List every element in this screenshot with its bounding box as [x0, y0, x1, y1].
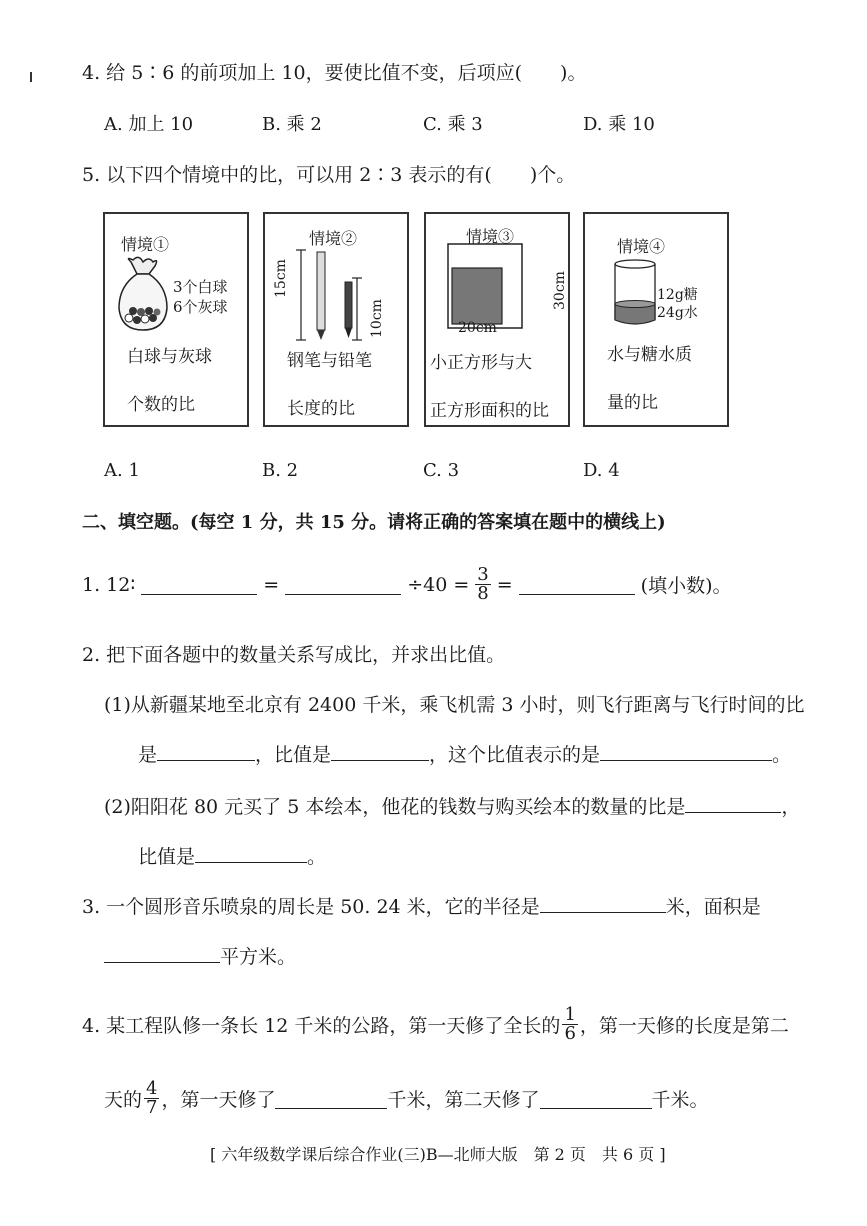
scenario-4-caption-2: 量的比	[607, 393, 658, 413]
fill-3-line-2	[104, 942, 296, 969]
fraction-4-7	[144, 1080, 159, 1117]
page-footer: [ 六年级数学课后综合作业(三)B—北师大版 第 2 页 共 6 页 ]	[210, 1145, 666, 1164]
question-4-text: 4. 给 5∶6 的前项加上 10，要使比值不变，后项应( )。	[82, 62, 587, 84]
scenario-1-caption-1: 白球与灰球	[127, 347, 212, 367]
small-square-side-label: 20cm	[458, 320, 497, 336]
fill-4-line-2	[104, 1080, 709, 1117]
margin-mark	[30, 72, 32, 82]
fill-2-p2-value-label: 比值是	[138, 846, 196, 868]
water-label: 24g水	[657, 305, 698, 321]
fraction-1-6	[562, 1006, 577, 1043]
fill-question-4	[82, 1006, 789, 1043]
question-5-text: 5. 以下四个情境中的比，可以用 2∶3 表示的有( )个。	[82, 164, 576, 186]
glass-icon	[611, 258, 661, 330]
fraction-denominator: 8	[477, 583, 489, 604]
fill-3-text: 3. 一个圆形音乐喷泉的周长是 50. 24 米，它的半径是	[82, 896, 540, 918]
scenario-1-caption-2: 个数的比	[127, 395, 195, 415]
fill-3-radius-blank[interactable]	[540, 892, 666, 913]
scenario-4-caption-1: 水与糖水质	[607, 345, 692, 365]
ball-bag-icon	[113, 256, 173, 336]
q4-option-d: D. 乘 10	[583, 114, 655, 135]
fill-4-line2-c: 千米，第二天修了	[387, 1089, 540, 1111]
scenario-2-caption-1: 钢笔与铅笔	[287, 351, 372, 371]
scenario-3-title: 情境③	[466, 227, 515, 246]
fill-4-line2-b: ，第一天修了	[161, 1089, 276, 1111]
fill-2-part-2-line-1	[104, 792, 800, 819]
fill-2-p1-value-blank[interactable]	[331, 740, 429, 761]
fill-1-blank-2[interactable]	[285, 574, 401, 595]
q4-option-a: A. 加上 10	[104, 114, 194, 135]
fill-2-part-1-line-1: (1)从新疆某地至北京有 2400 千米，乘飞机需 3 小时，则飞行距离与飞行时间的比	[104, 694, 805, 716]
pen-length-label: 15cm	[273, 259, 289, 298]
pencil-length-label: 10cm	[369, 299, 385, 338]
fill-2-p1-ratio-label: ，比值是	[255, 744, 332, 766]
scenario-card-4	[583, 212, 729, 427]
fraction-4-7-denominator: 7	[146, 1097, 158, 1118]
fill-1-suffix: (填小数)。	[640, 575, 732, 597]
scenario-2-caption-2: 长度的比	[287, 399, 355, 419]
fill-2-p2-end: 。	[307, 846, 327, 868]
fill-1-prefix: 1. 12∶	[82, 573, 136, 596]
fill-4-line2-a: 天的	[104, 1089, 143, 1111]
q5-option-a: A. 1	[104, 460, 140, 481]
scenario-1-title: 情境①	[121, 235, 170, 254]
fill-2-p1-means-label: ，这个比值表示的是	[429, 744, 601, 766]
fill-3-area-blank[interactable]	[104, 942, 220, 963]
fill-2-p2-comma: ，	[781, 796, 801, 818]
fraction-4-7-numerator: 4	[146, 1078, 158, 1099]
fraction-3-8	[475, 566, 490, 603]
q5-option-d: D. 4	[583, 460, 620, 481]
fill-question-1	[82, 566, 731, 603]
white-balls-label: 3个白球	[173, 278, 228, 296]
fill-3-end: 平方米。	[220, 946, 297, 968]
q5-option-c: C. 3	[423, 460, 460, 481]
sugar-label: 12g糖	[657, 287, 698, 303]
scenario-3-caption-1: 小正方形与大	[430, 353, 532, 373]
squares-icon	[446, 242, 526, 332]
scenario-2-title: 情境②	[309, 229, 358, 248]
q4-option-c: C. 乘 3	[423, 114, 483, 135]
fill-2-part-2-line-2	[138, 842, 326, 869]
fill-2-p2-ratio-blank[interactable]	[685, 792, 781, 813]
scenario-3-caption-2: 正方形面积的比	[430, 401, 549, 421]
scenario-4-title: 情境④	[617, 237, 666, 256]
fill-4-line2-d: 千米。	[651, 1089, 709, 1111]
fill-4-text: 4. 某工程队修一条长 12 千米的公路，第一天修了全长的	[82, 1015, 561, 1037]
fill-question-2: 2. 把下面各题中的数量关系写成比，并求出比值。	[82, 644, 506, 666]
fill-2-p1-ratio-blank[interactable]	[157, 740, 255, 761]
fill-2-p2-value-blank[interactable]	[195, 842, 307, 863]
section-2-heading: 二、填空题。(每空 1 分，共 15 分。请将正确的答案填在题中的横线上)	[82, 512, 666, 533]
fill-3-mid: 米，面积是	[665, 896, 761, 918]
fill-question-3	[82, 892, 761, 919]
fraction-1-6-numerator: 1	[564, 1004, 576, 1025]
fill-1-equals-1: =	[263, 573, 280, 596]
fill-1-blank-3[interactable]	[519, 574, 635, 595]
fraction-numerator: 3	[477, 564, 489, 585]
fill-4-day1-blank[interactable]	[275, 1088, 387, 1109]
fill-2-p2-text: (2)阳阳花 80 元买了 5 本绘本，他花的钱数与购买绘本的数量的比是	[104, 796, 686, 818]
fill-2-p1-end: 。	[772, 744, 792, 766]
q4-option-b: B. 乘 2	[262, 114, 322, 135]
fill-1-blank-1[interactable]	[141, 574, 257, 595]
q5-option-b: B. 2	[262, 460, 299, 481]
fill-2-p1-meaning-blank[interactable]	[600, 740, 772, 761]
scenario-card-1	[103, 212, 249, 427]
fill-2-p1-is: 是	[138, 744, 158, 766]
fill-1-equals-2: =	[496, 573, 513, 596]
fill-4-text-2: ，第一天修的长度是第二	[579, 1015, 789, 1037]
big-square-side-label: 30cm	[552, 271, 568, 310]
fraction-1-6-denominator: 6	[564, 1023, 576, 1044]
scenario-card-2	[263, 212, 409, 427]
fill-2-part-1-line-2	[138, 740, 791, 767]
fill-1-divide-40: ÷40 =	[407, 573, 470, 596]
gray-balls-label: 6个灰球	[173, 298, 228, 316]
fill-4-day2-blank[interactable]	[540, 1088, 652, 1109]
scenario-card-3	[424, 212, 570, 427]
